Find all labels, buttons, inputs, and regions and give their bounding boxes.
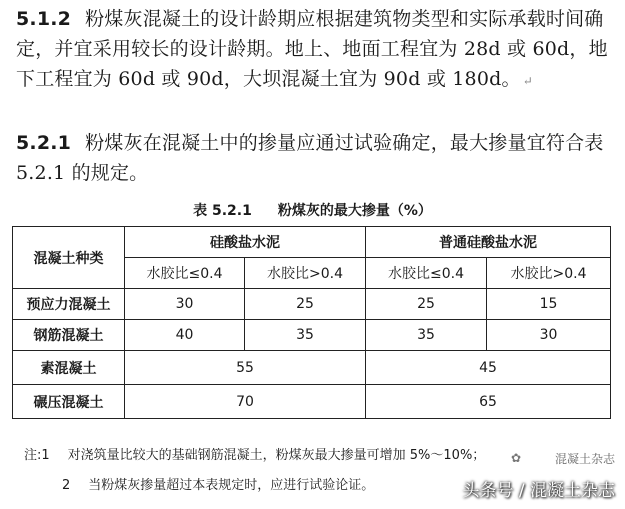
section-text: 粉煤灰混凝土的设计龄期应根据建筑物类型和实际承载时间确定，并宜采用较长的设计龄期。地上、地面工程宜为 28d 或 60d，地下工程宜为 60d 或 90d，大坝混凝土宜为 90d 或 180d。: [16, 8, 608, 90]
table-caption-title: 粉煤灰的最大掺量（%）: [277, 203, 432, 219]
subheader-cell: 水胶比≤0.4: [125, 258, 245, 289]
return-mark-icon: ↵: [522, 74, 533, 88]
group-header-ordinary-silicate: 普通硅酸盐水泥: [366, 227, 611, 258]
note-label: 2: [62, 478, 71, 493]
subheader-cell: 水胶比≤0.4: [366, 258, 487, 289]
table-note-1: [24, 444, 485, 463]
note-label: 注:1: [24, 448, 50, 463]
section-text: 粉煤灰在混凝土中的掺量应通过试验确定，最大掺量宜符合表 5.2.1 的规定。: [16, 132, 604, 184]
table-row: [13, 289, 611, 320]
value-cell: 45: [366, 351, 611, 385]
max-dosage-table: [12, 226, 611, 419]
table-row: [13, 385, 611, 419]
table-caption-number: 表 5.2.1: [193, 203, 252, 219]
value-cell: 30: [125, 289, 245, 320]
table-note-2: [62, 474, 374, 493]
value-cell: 35: [366, 320, 487, 351]
value-cell: 65: [366, 385, 611, 419]
watermark-top: 混凝土杂志: [554, 452, 615, 466]
row-name-cell: 素混凝土: [13, 351, 125, 385]
table-row: [13, 351, 611, 385]
section-number: 5.1.2: [16, 8, 72, 30]
value-cell: 35: [245, 320, 366, 351]
section-5-1-2: [16, 4, 616, 96]
row-name-cell: 碾压混凝土: [13, 385, 125, 419]
value-cell: 40: [125, 320, 245, 351]
section-number: 5.2.1: [16, 132, 72, 154]
row-name-cell: 钢筋混凝土: [13, 320, 125, 351]
subheader-cell: 水胶比>0.4: [245, 258, 366, 289]
table-caption: [0, 200, 625, 220]
table-header-row: [13, 227, 611, 258]
note-text: 对浇筑量比较大的基础钢筋混凝土，粉煤灰最大掺量可增加 5%～10%；: [67, 448, 486, 463]
value-cell: 30: [487, 320, 611, 351]
row-name-cell: 预应力混凝土: [13, 289, 125, 320]
watermark-bottom: 头条号 / 混凝土杂志: [462, 481, 615, 501]
table-row: [13, 320, 611, 351]
value-cell: 70: [125, 385, 366, 419]
value-cell: 25: [245, 289, 366, 320]
value-cell: 25: [366, 289, 487, 320]
section-5-2-1: [16, 128, 616, 188]
value-cell: 15: [487, 289, 611, 320]
group-header-silicate: 硅酸盐水泥: [125, 227, 366, 258]
row-header-cell: 混凝土种类: [13, 227, 125, 289]
value-cell: 55: [125, 351, 366, 385]
watermark-logo-icon: ✿: [511, 451, 522, 465]
note-text: 当粉煤灰掺量超过本表规定时，应进行试验论证。: [88, 478, 375, 493]
subheader-cell: 水胶比>0.4: [487, 258, 611, 289]
